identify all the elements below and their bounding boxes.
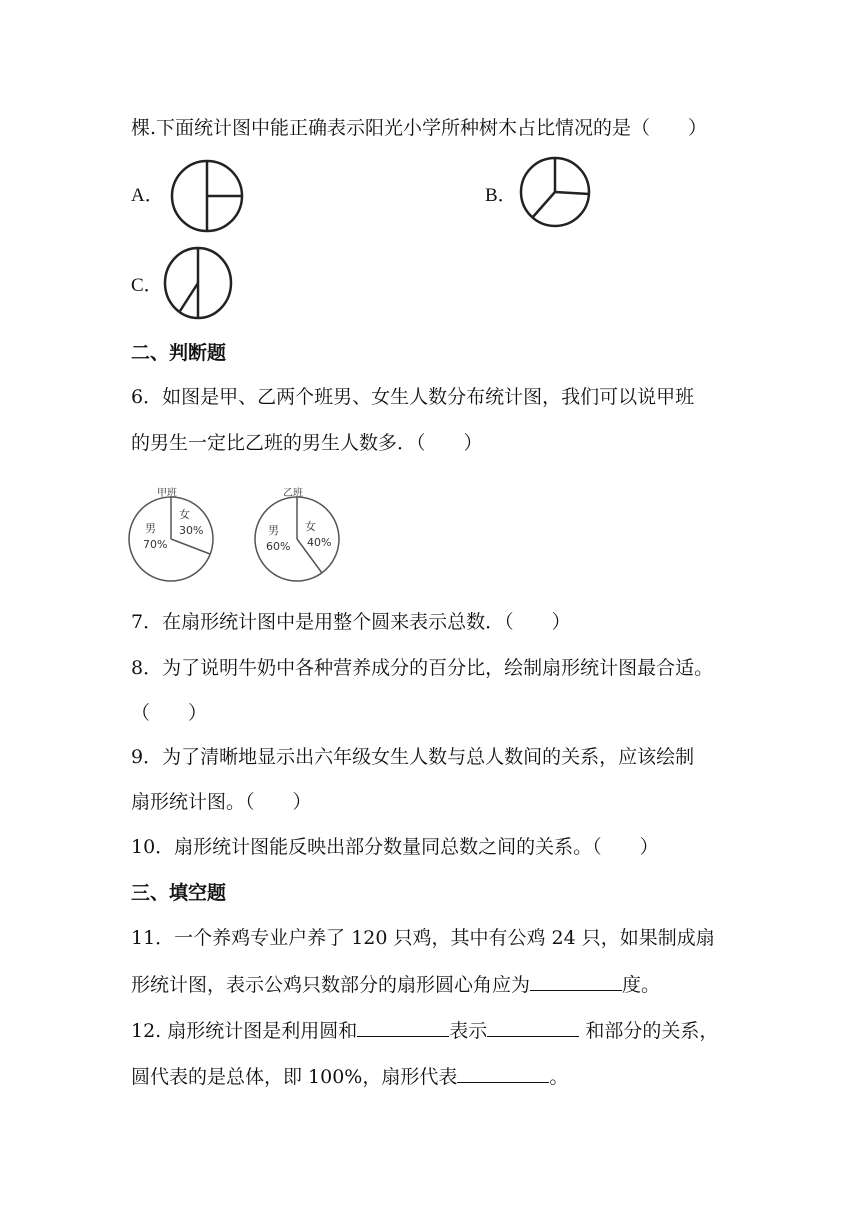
question-9-line1: 9．为了清晰地显示出六年级女生人数与总人数间的关系，应该绘制 [131,746,695,768]
option-b-label: B． [485,185,517,206]
question-8-line1: 8．为了说明牛奶中各种营养成分的百分比，绘制扇形统计图最合适。 [131,657,714,679]
section-judgment-heading: 二、判断题 [131,342,227,364]
question-9-line2: 扇形统计图。（ ） [131,791,312,813]
question-10: 10．扇形统计图能反映出部分数量同总数之间的关系。（ ） [131,836,659,858]
option-a-pie-icon [171,160,245,232]
question-12-line2 [131,1062,568,1090]
class-b-chart-title: 乙班 [283,488,303,499]
question-5-text: 棵.下面统计图中能正确表示阳光小学所种树木占比情况的是（ ） [131,117,708,139]
class-a-male-pct: 70% [143,538,168,551]
question-11-line1: 11．一个养鸡专业户养了 120 只鸡，其中有公鸡 24 只，如果制成扇 [131,927,715,949]
question-7: 7．在扇形统计图中是用整个圆来表示总数．（ ） [131,611,571,633]
class-a-male-label: 男 [145,522,156,535]
option-b-pie-icon [520,156,592,228]
question-12-blank-3[interactable] [457,1062,549,1083]
question-12-text-d: 圆代表的是总体，即 100%，扇形代表 [131,1066,458,1088]
question-12-blank-2[interactable] [487,1016,579,1037]
question-12-text-a: 12. 扇形统计图是利用圆和 [131,1020,358,1042]
question-12-text-e: 。 [549,1066,569,1088]
question-12-text-c: 和部分的关系， [579,1020,719,1042]
class-a-chart-title: 甲班 [157,488,177,499]
question-12-text-b: 表示 [449,1020,488,1042]
option-c-pie-icon [164,247,234,319]
option-c-label: C． [131,275,163,296]
question-8-line2: （ ） [131,702,208,724]
class-b-female-pct: 40% [307,536,332,549]
class-b-female-label: 女 [305,520,316,533]
class-b-male-pct: 60% [266,540,291,553]
question-12-blank-1[interactable] [357,1016,449,1037]
class-b-pie-chart [254,496,340,582]
class-a-pie-chart [128,496,214,582]
question-6-line1: 6．如图是甲、乙两个班男、女生人数分布统计图，我们可以说甲班 [131,386,695,408]
option-a-label: A． [131,185,164,206]
section-fill-blank-heading: 三、填空题 [131,882,227,904]
question-12-line1 [131,1016,718,1044]
question-11-text: 形统计图，表示公鸡只数部分的扇形圆心角应为 [131,974,531,996]
class-b-male-label: 男 [268,524,279,537]
question-6-line2: 的男生一定比乙班的男生人数多．（ ） [131,432,483,454]
question-11-line2 [131,970,660,998]
class-a-female-label: 女 [179,508,190,521]
question-11-unit: 度。 [622,974,661,996]
class-a-female-pct: 30% [179,524,204,537]
question-11-blank[interactable] [530,970,622,991]
